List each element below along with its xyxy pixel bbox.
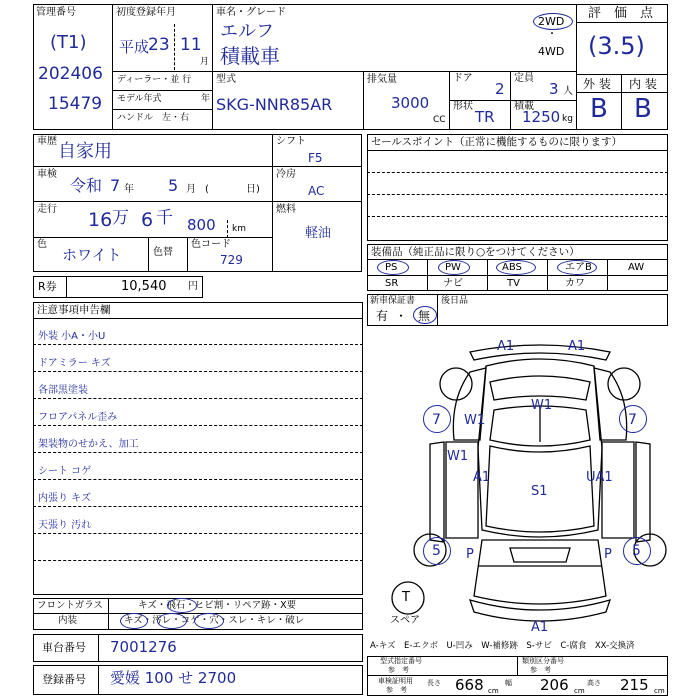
note-item-5: 架装物のせかえ、加工 xyxy=(38,439,139,450)
model-year-label: モデル年式 xyxy=(117,94,162,104)
mark-rear-right-5: 5 xyxy=(632,543,641,559)
color-code-value: 729 xyxy=(220,253,243,267)
mileage-rest: 800 xyxy=(187,216,216,234)
diagram-rear-bed xyxy=(474,540,606,604)
ac-label: 冷房 xyxy=(276,169,296,180)
equip-abs: ABS xyxy=(502,262,522,273)
length-unit: cm xyxy=(488,687,499,695)
ext-label: 外 装 xyxy=(583,77,611,91)
diagram-left-mirror xyxy=(430,442,444,542)
admin-code-2: 202406 xyxy=(38,64,103,84)
diagram-rear-bumper xyxy=(470,600,610,621)
length-label: 長さ xyxy=(427,679,441,687)
interior-label: 内装 xyxy=(58,615,78,626)
int-grade: B xyxy=(634,94,652,124)
mark-right-ua1: UA1 xyxy=(586,470,613,485)
insp-year-unit: 年 xyxy=(124,184,134,195)
notes-label: 注意事項申告欄 xyxy=(37,304,111,316)
ext-grade: B xyxy=(590,94,608,124)
spare-mark: T xyxy=(402,590,410,605)
shift-value: F5 xyxy=(308,151,323,165)
note-item-7: 内張り キズ xyxy=(38,493,91,504)
km-unit: km xyxy=(232,224,246,234)
load-unit: kg xyxy=(562,114,573,124)
cert-label: 車検証明用 xyxy=(378,677,413,685)
recycle-value: 10,540 xyxy=(121,279,167,294)
diagram-right-mirror xyxy=(636,442,650,542)
mark-hood-s1: S1 xyxy=(531,484,548,499)
reg-year: 23 xyxy=(148,35,170,55)
spare-label: スペア xyxy=(390,615,420,626)
class-label: 類別区分番号 xyxy=(522,657,564,665)
chassis-value: 7001276 xyxy=(110,638,177,656)
recycle-label: R券 xyxy=(38,280,57,293)
rl-wheel-circle xyxy=(423,537,451,565)
height-value: 215 xyxy=(620,676,649,694)
equip-tv: TV xyxy=(507,278,520,289)
insp-day-open: ( xyxy=(205,184,209,195)
reg-month-unit: 月 xyxy=(200,57,210,67)
diagram-right-front-fender xyxy=(594,368,627,440)
glass-label: フロントガラス xyxy=(37,600,103,611)
shape-label: 形状 xyxy=(453,101,473,112)
mark-left-door-w1: W1 xyxy=(447,449,469,464)
load-value: 1250 xyxy=(522,108,561,126)
mark-roof-w1: W1 xyxy=(531,398,553,413)
reg-era: 平成 xyxy=(119,38,150,56)
door-value: 2 xyxy=(495,80,505,98)
dealer-label: ディーラー・並 行 xyxy=(117,75,192,85)
glass-options: キズ・飛石・ヒビ割・リペア跡・X要 xyxy=(138,600,297,611)
note-item-8: 天張り 汚れ xyxy=(38,520,92,531)
usage-value: 自家用 xyxy=(58,141,112,162)
warranty-dot: ・ xyxy=(395,309,408,323)
car-grade: 積載車 xyxy=(220,44,280,68)
damage-legend: A-キズ E-エクボ U-凹み W-補修跡 S-サビ C-腐食 XX-交換済 xyxy=(370,641,635,651)
admin-label: 管理番号 xyxy=(36,7,76,18)
warranty-label: 新車保証書 xyxy=(370,296,416,306)
width-label: 幅 xyxy=(505,679,512,687)
type-designation-ref: 参 考 xyxy=(388,666,409,674)
type-label: 型式 xyxy=(216,74,236,85)
fuel-value: 軽油 xyxy=(305,226,332,241)
displacement-label: 排気量 xyxy=(367,74,397,85)
mileage-sen: 6 xyxy=(141,209,154,231)
interior-options: キズ・汚レ・コゲ・穴・スレ・キレ・破レ xyxy=(124,615,305,626)
drive-dot: ・ xyxy=(547,29,557,40)
mark-rear-left-p: P xyxy=(466,547,474,562)
class-ref: 参 考 xyxy=(530,666,551,674)
color-code-label: 色コード xyxy=(191,239,231,250)
cc-unit: CC xyxy=(433,115,446,125)
equip-navi: ナビ xyxy=(443,278,463,289)
mark-left-w1: W1 xyxy=(464,413,486,428)
note-item-2: ドアミラー キズ xyxy=(38,358,111,369)
name-grade-label: 車名・グレード xyxy=(216,7,286,18)
registration-label: 登録番号 xyxy=(42,673,86,686)
equip-leather: カワ xyxy=(565,278,585,289)
equipment-label: 装備品（純正品に限り○をつけてください） xyxy=(371,246,580,258)
mark-rear-right-p: P xyxy=(604,547,612,562)
rr-wheel-circle xyxy=(623,537,651,565)
mileage-sen-unit: 千 xyxy=(156,208,173,228)
inspection-label: 車検 xyxy=(37,169,57,180)
admin-code-3: 15479 xyxy=(48,94,103,114)
equip-pw: PW xyxy=(445,262,461,273)
reg-month: 11 xyxy=(180,35,202,55)
insp-day-close: 日) xyxy=(246,184,260,195)
registration-value: 愛媛 100 せ 2700 xyxy=(110,669,237,687)
width-unit: cm xyxy=(574,687,585,695)
diagram-wheel-fl xyxy=(440,368,472,400)
capacity-unit: 人 xyxy=(563,86,573,97)
type-value: SKG-NNR85AR xyxy=(216,95,333,114)
insp-year: 7 xyxy=(110,176,121,195)
sales-point-label: セールスポイント（正常に機能するものに限ります） xyxy=(371,136,623,148)
car-name: エルフ xyxy=(220,21,274,42)
diagram-left-front-fender xyxy=(453,368,486,440)
equip-sr: SR xyxy=(385,278,399,289)
note-item-4: フロアパネル歪み xyxy=(38,412,118,423)
mark-rear-a1: A1 xyxy=(531,620,549,635)
eval-score: (3.5) xyxy=(588,32,645,60)
cert-ref: 参 考 xyxy=(386,686,407,694)
mileage-label: 走行 xyxy=(37,204,57,215)
load-label: 積載 xyxy=(514,101,534,112)
equip-airbag: エアB xyxy=(565,262,592,273)
insp-month: 5 xyxy=(168,176,179,195)
height-label: 高さ xyxy=(587,679,601,687)
int-label: 内 装 xyxy=(629,77,657,91)
warranty-no: 無 xyxy=(418,309,431,323)
color-change-label: 色替 xyxy=(153,247,173,258)
recycle-unit: 円 xyxy=(188,281,198,292)
mileage-man-unit: 万 xyxy=(112,208,129,228)
chassis-label: 車台番号 xyxy=(42,641,86,654)
diagram-wheel-fr xyxy=(608,368,640,400)
mark-left-fender-7: 7 xyxy=(432,412,441,428)
note-item-6: シート コゲ xyxy=(38,466,92,477)
mark-top-left-a1: A1 xyxy=(497,339,515,354)
fuel-label: 燃料 xyxy=(276,204,296,215)
note-item-3: 各部黒塗装 xyxy=(38,385,88,396)
note-item-1: 外装 小A・小U xyxy=(38,331,106,342)
date-label: 後日品 xyxy=(441,296,469,306)
shape-value: TR xyxy=(475,108,495,126)
insp-era: 令和 xyxy=(70,176,103,195)
length-value: 668 xyxy=(455,676,484,694)
diagram-right-door xyxy=(602,442,634,538)
color-value: ホワイト xyxy=(62,246,122,264)
color-label: 色 xyxy=(37,239,47,250)
ac-value: AC xyxy=(308,184,325,198)
diagram-windshield xyxy=(490,376,590,400)
displacement-value: 3000 xyxy=(391,94,430,112)
insp-month-unit: 月 xyxy=(186,184,196,195)
fr-wheel-circle xyxy=(619,405,647,433)
door-label: ドア xyxy=(453,73,473,84)
equip-aw: AW xyxy=(628,262,645,273)
handle-label: ハンドル 左・右 xyxy=(117,113,190,123)
type-designation-label: 型式指定番号 xyxy=(380,657,422,665)
usage-label: 車歴 xyxy=(37,136,57,147)
mark-rear-left-5: 5 xyxy=(432,543,441,559)
fl-wheel-circle xyxy=(423,405,451,433)
model-year-unit: 年 xyxy=(201,94,211,104)
equip-ps: PS xyxy=(385,262,398,273)
diagram-top-bumper xyxy=(470,345,610,360)
width-value: 206 xyxy=(540,676,569,694)
drive-4wd: 4WD xyxy=(538,45,565,58)
capacity-value: 3 xyxy=(549,80,559,98)
capacity-label: 定員 xyxy=(514,73,534,84)
admin-code-1: (T1) xyxy=(50,32,87,53)
mark-left-a1: A1 xyxy=(473,470,491,485)
eval-label: 評 価 点 xyxy=(588,6,654,21)
mark-top-right-a1: A1 xyxy=(568,339,586,354)
height-unit: cm xyxy=(654,687,665,695)
mileage-man: 16 xyxy=(88,209,113,231)
shift-label: シフト xyxy=(276,136,306,147)
drive-2wd: 2WD xyxy=(538,15,565,28)
mark-right-fender-7: 7 xyxy=(628,412,637,428)
reg-date-label: 初度登録年月 xyxy=(116,7,176,18)
warranty-yes: 有 xyxy=(376,309,389,323)
